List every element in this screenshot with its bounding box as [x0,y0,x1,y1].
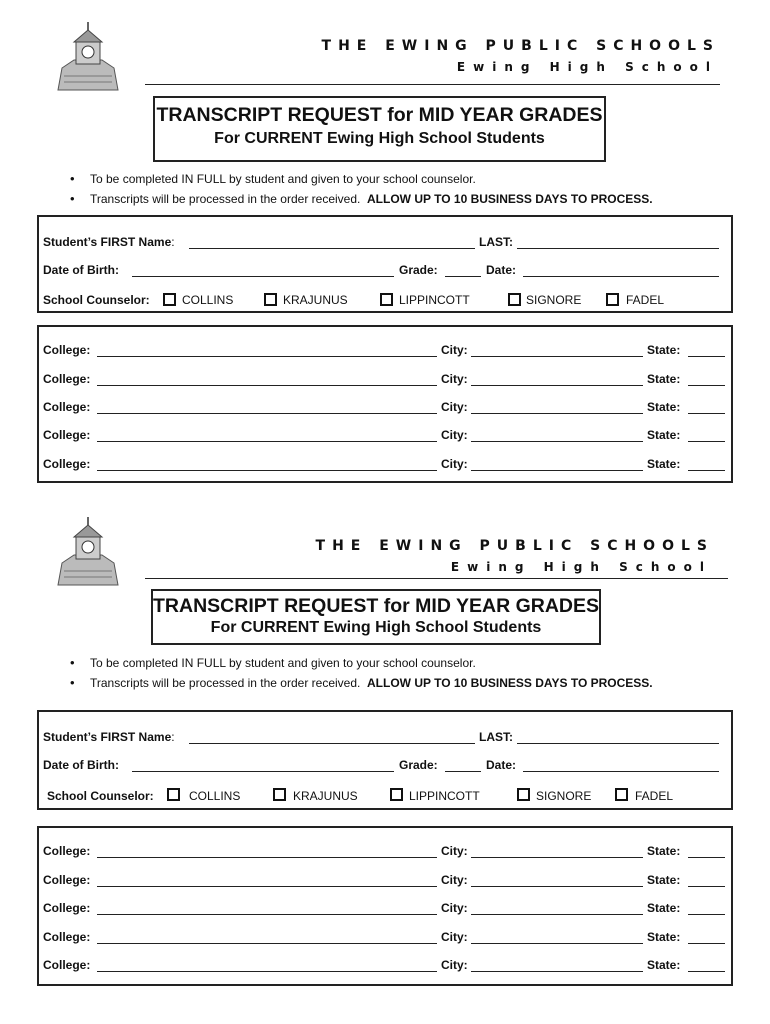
instruction-emphasis: ALLOW UP TO 10 BUSINESS DAYS TO PROCESS. [367,676,653,690]
header-rule [145,578,728,579]
counselor-option-collins: COLLINS [189,789,241,803]
counselor-option-signore: SIGNORE [536,789,592,803]
college-label: College: [43,457,91,471]
city-label: City: [441,457,468,471]
clock-tower-logo [52,515,124,587]
instructions-list [70,653,653,693]
city-field[interactable] [471,428,643,442]
city-label: City: [441,873,468,887]
college-field[interactable] [97,901,437,915]
city-field[interactable] [471,372,643,386]
city-label: City: [441,343,468,357]
form-title: TRANSCRIPT REQUEST for MID YEAR GRADES [156,104,603,126]
college-field[interactable] [97,873,437,887]
city-field[interactable] [471,930,643,944]
city-label: City: [441,901,468,915]
city-label: City: [441,930,468,944]
dob-label: Date of Birth: [43,758,119,772]
counselor-option-lippincott: LIPPINCOTT [399,293,470,307]
city-field[interactable] [471,844,643,858]
date-field[interactable] [523,263,719,277]
student-info-box [37,215,733,313]
checkbox-krajunus[interactable] [273,788,286,801]
instructions-list [70,169,653,209]
grade-field[interactable] [445,263,481,277]
grade-label: Grade: [399,758,438,772]
checkbox-fadel[interactable] [606,293,619,306]
college-label: College: [43,400,91,414]
college-label: College: [43,958,91,972]
city-label: City: [441,372,468,386]
last-name-field[interactable] [517,730,719,744]
city-label: City: [441,428,468,442]
state-label: State: [647,901,681,915]
dob-field[interactable] [132,263,394,277]
last-name-field[interactable] [517,235,719,249]
counselor-option-fadel: FADEL [635,789,674,803]
instruction-item: • Transcripts will be processed in the order received. ALLOW UP TO 10 BUSINESS DAYS TO PROCESS. [70,189,653,209]
city-field[interactable] [471,343,643,357]
college-field[interactable] [97,343,437,357]
college-label: College: [43,343,91,357]
state-label: State: [647,873,681,887]
college-field[interactable] [97,958,437,972]
college-field[interactable] [97,930,437,944]
checkbox-fadel[interactable] [615,788,628,801]
state-field[interactable] [688,457,725,471]
state-label: State: [647,930,681,944]
state-label: State: [647,457,681,471]
first-name-label: Student’s FIRST Name: [43,730,175,744]
first-name-label: Student’s FIRST Name: [43,235,175,249]
college-field[interactable] [97,372,437,386]
counselor-option-fadel: FADEL [626,293,665,307]
college-field[interactable] [97,457,437,471]
state-field[interactable] [688,400,725,414]
instruction-emphasis: ALLOW UP TO 10 BUSINESS DAYS TO PROCESS. [367,192,653,206]
form-subtitle: For CURRENT Ewing High School Students [214,130,545,147]
checkbox-lippincott[interactable] [380,293,393,306]
counselor-option-krajunus: KRAJUNUS [293,789,358,803]
college-list-box [37,325,733,483]
state-field[interactable] [688,901,725,915]
state-label: State: [647,428,681,442]
state-label: State: [647,343,681,357]
last-name-label: LAST: [479,730,513,744]
city-field[interactable] [471,873,643,887]
state-label: State: [647,844,681,858]
header-rule [145,84,720,85]
state-field[interactable] [688,873,725,887]
counselor-label: School Counselor: [47,789,154,803]
counselor-option-signore: SIGNORE [526,293,582,307]
checkbox-signore[interactable] [508,293,521,306]
dob-label: Date of Birth: [43,263,119,277]
state-field[interactable] [688,958,725,972]
date-label: Date: [486,263,517,277]
state-field[interactable] [688,930,725,944]
city-field[interactable] [471,457,643,471]
city-label: City: [441,400,468,414]
checkbox-krajunus[interactable] [264,293,277,306]
last-name-label: LAST: [479,235,513,249]
checkbox-signore[interactable] [517,788,530,801]
form-subtitle: For CURRENT Ewing High School Students [210,619,542,636]
counselor-option-collins: COLLINS [182,293,234,307]
school-name: Ewing High School [450,560,712,574]
checkbox-lippincott[interactable] [390,788,403,801]
grade-field[interactable] [445,758,481,772]
first-name-field[interactable] [189,730,475,744]
college-label: College: [43,901,91,915]
district-name: THE EWING PUBLIC SCHOOLS [315,538,714,554]
college-list-box [37,826,733,986]
college-label: College: [43,372,91,386]
clock-tower-logo [52,20,124,92]
college-label: College: [43,428,91,442]
city-label: City: [441,844,468,858]
college-label: College: [43,873,91,887]
state-label: State: [647,958,681,972]
college-field[interactable] [97,400,437,414]
state-field[interactable] [688,372,725,386]
state-field[interactable] [688,844,725,858]
city-label: City: [441,958,468,972]
checkbox-collins[interactable] [167,788,180,801]
city-field[interactable] [471,400,643,414]
date-label: Date: [486,758,517,772]
checkbox-collins[interactable] [163,293,176,306]
instruction-item: • To be completed IN FULL by student and given to your school counselor. [70,169,653,189]
counselor-option-lippincott: LIPPINCOTT [409,789,480,803]
instruction-item: • To be completed IN FULL by student and given to your school counselor. [70,653,653,673]
date-field[interactable] [523,758,719,772]
college-field[interactable] [97,844,437,858]
student-info-box [37,710,733,810]
district-name: THE EWING PUBLIC SCHOOLS [321,38,720,54]
grade-label: Grade: [399,263,438,277]
state-label: State: [647,400,681,414]
dob-field[interactable] [132,758,394,772]
state-label: State: [647,372,681,386]
state-field[interactable] [688,428,725,442]
state-field[interactable] [688,343,725,357]
first-name-field[interactable] [189,235,475,249]
school-name: Ewing High School [456,60,718,74]
instruction-item: • Transcripts will be processed in the order received. ALLOW UP TO 10 BUSINESS DAYS TO PROCESS. [70,673,653,693]
college-label: College: [43,844,91,858]
form-title: TRANSCRIPT REQUEST for MID YEAR GRADES [153,595,600,617]
college-field[interactable] [97,428,437,442]
counselor-option-krajunus: KRAJUNUS [283,293,348,307]
title-box [153,96,606,162]
city-field[interactable] [471,958,643,972]
college-label: College: [43,930,91,944]
city-field[interactable] [471,901,643,915]
counselor-label: School Counselor: [43,293,150,307]
title-box [151,589,601,645]
